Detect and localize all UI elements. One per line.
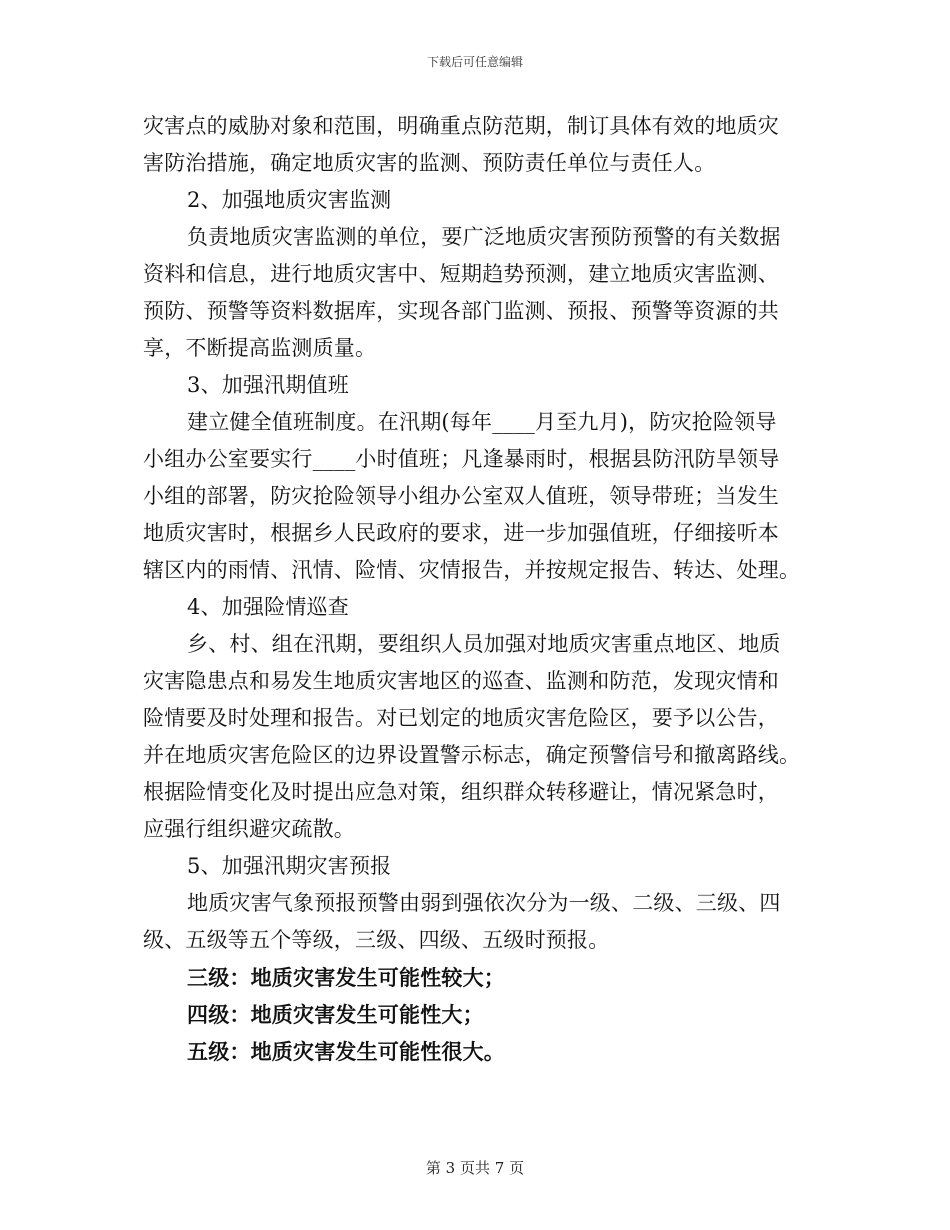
paragraph-line: 3、加强汛期值班	[187, 373, 349, 397]
paragraph-line: 小组办公室要实行____小时值班；凡逢暴雨时，根据县防汛防旱领导	[143, 447, 780, 471]
paragraph-line: 负责地质灾害监测的单位，要广泛地质灾害预防预警的有关数据	[187, 225, 781, 249]
paragraph-line: 级、五级等五个等级，三级、四级、五级时预报。	[143, 928, 610, 952]
paragraph-line: 害防治措施，确定地质灾害的监测、预防责任单位与责任人。	[143, 151, 716, 175]
paragraph-line: 享，不断提高监测质量。	[143, 336, 377, 360]
paragraph-line: 5、加强汛期灾害预报	[187, 854, 392, 878]
paragraph-line: 应强行组织避灾疏散。	[143, 817, 355, 841]
paragraph-line: 资料和信息，进行地质灾害中、短期趋势预测，建立地质灾害监测、	[143, 262, 779, 286]
warning-level-line: 五级：地质灾害发生可能性很大。	[187, 1039, 505, 1064]
page-number: 第 3 页共 7 页	[425, 1159, 525, 1177]
document-body	[143, 108, 808, 1070]
paragraph-line: 地质灾害气象预报预警由弱到强依次分为一级、二级、三级、四	[187, 891, 781, 915]
paragraph-line: 灾害点的威胁对象和范围，明确重点防范期，制订具体有效的地质灾	[143, 114, 779, 138]
paragraph-line: 辖区内的雨情、汛情、险情、灾情报告，并按规定报告、转达、处理。	[143, 558, 801, 582]
paragraph-line: 乡、村、组在汛期，要组织人员加强对地质灾害重点地区、地质	[187, 632, 781, 656]
paragraph-line: 地质灾害时，根据乡人民政府的要求，进一步加强值班，仔细接听本	[143, 521, 779, 545]
paragraph-line: 4、加强险情巡查	[187, 595, 349, 619]
paragraph-line: 2、加强地质灾害监测	[187, 188, 392, 212]
paragraph-line: 预防、预警等资料数据库，实现各部门监测、预报、预警等资源的共	[143, 299, 779, 323]
paragraph-line: 灾害隐患点和易发生地质灾害地区的巡查、监测和防范，发现灾情和	[143, 669, 779, 693]
paragraph-line: 小组的部署，防灾抢险领导小组办公室双人值班，领导带班；当发生	[143, 484, 779, 508]
warning-level-line: 三级：地质灾害发生可能性较大；	[187, 965, 505, 990]
paragraph-line: 根据险情变化及时提出应急对策，组织群众转移避让，情况紧急时，	[143, 780, 779, 804]
paragraph-line: 险情要及时处理和报告。对已划定的地质灾害危险区，要予以公告，	[143, 706, 779, 730]
page-header: 下载后可任意编辑	[426, 55, 523, 69]
paragraph-line: 并在地质灾害危险区的边界设置警示标志，确定预警信号和撤离路线。	[143, 743, 801, 767]
warning-level-line: 四级：地质灾害发生可能性大；	[187, 1002, 484, 1027]
paragraph-line: 建立健全值班制度。在汛期(每年____月至九月)，防灾抢险领导	[187, 410, 777, 434]
